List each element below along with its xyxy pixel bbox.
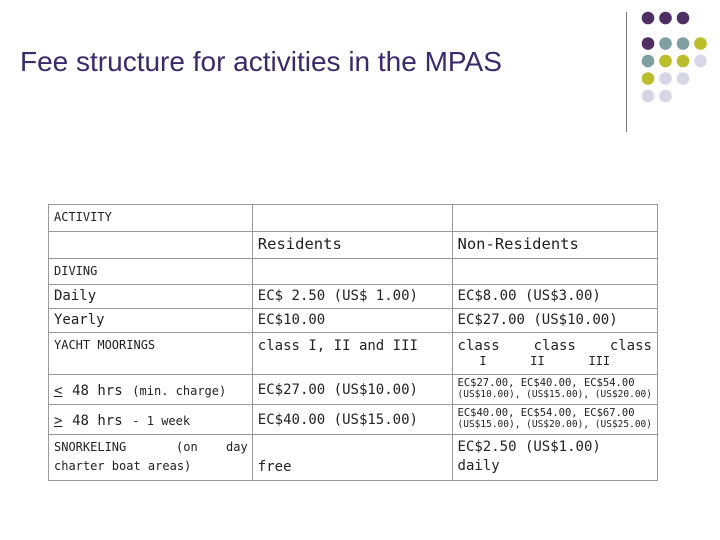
snorkeling-day: day [226, 440, 248, 454]
yacht-long-residents: EC$40.00 (US$15.00) [252, 405, 452, 435]
decor-dot [659, 55, 672, 68]
class-numeral: II [530, 354, 545, 368]
decor-dot [694, 55, 707, 68]
yacht-label: YACHT MOORINGS [49, 333, 253, 375]
title-divider [626, 12, 627, 132]
snorkeling-residents: free [252, 435, 452, 481]
yacht-short-nr-ec: EC$27.00, EC$40.00, EC$54.00 [457, 377, 635, 389]
snorkeling-nr-period: daily [457, 458, 500, 474]
table-row [49, 259, 658, 285]
decor-dot [677, 37, 690, 50]
yacht-residents-classes: class I, II and III [252, 333, 452, 375]
yacht-short-nr-us: (US$10.00), (US$15.00), (US$20.00) [457, 389, 652, 400]
snorkeling-label: SNORKELING [54, 440, 127, 454]
table-row [49, 375, 658, 405]
header-residents: Residents [252, 232, 452, 259]
class-numeral: III [588, 354, 611, 368]
yacht-long-label: 48 hrs [72, 413, 123, 429]
header-non-residents: Non-Residents [452, 232, 657, 259]
table-row [49, 405, 658, 435]
decor-dot [677, 55, 690, 68]
class-label: class [609, 338, 652, 354]
yacht-long-stay [49, 405, 253, 435]
diving-yearly-label: Yearly [49, 309, 253, 333]
less-than-symbol: < [54, 383, 63, 399]
decor-dot [642, 12, 655, 25]
greater-than-symbol: > [54, 413, 63, 429]
diving-daily-label: Daily [49, 285, 253, 309]
decor-dot [659, 72, 672, 85]
yacht-short-residents: EC$27.00 (US$10.00) [252, 375, 452, 405]
diving-daily-residents: EC$ 2.50 (US$ 1.00) [252, 285, 452, 309]
decor-dot [642, 55, 655, 68]
decor-dot [659, 90, 672, 103]
snorkeling-non-residents [452, 435, 657, 481]
snorkeling-nr-fee: EC$2.50 (US$1.00) [457, 439, 601, 455]
yacht-short-label: 48 hrs [72, 383, 123, 399]
table-row [49, 205, 658, 232]
table-row [49, 435, 658, 481]
class-numeral: I [479, 354, 487, 368]
snorkeling-line2: charter boat areas) [54, 459, 192, 473]
decor-dot [642, 72, 655, 85]
decor-dot [677, 12, 690, 25]
yacht-short-stay [49, 375, 253, 405]
decor-dot [694, 37, 707, 50]
header-activity: ACTIVITY [49, 205, 253, 232]
snorkeling-on: (on [176, 440, 198, 454]
yacht-long-note: - 1 week [132, 414, 191, 428]
decor-dot [659, 12, 672, 25]
table-row [49, 333, 658, 375]
table-row [49, 285, 658, 309]
class-label: class [457, 338, 500, 354]
yacht-long-nr-us: (US$15.00), (US$20.00), (US$25.00) [457, 419, 652, 430]
decor-dot [659, 37, 672, 50]
diving-daily-non-residents: EC$8.00 (US$3.00) [452, 285, 657, 309]
decorative-dot-grid [0, 0, 720, 140]
table-row [49, 232, 658, 259]
class-label: class [533, 338, 576, 354]
snorkeling-cell [49, 435, 253, 481]
fee-table [48, 204, 658, 481]
decor-dot [642, 37, 655, 50]
yacht-long-nr-ec: EC$40.00, EC$54.00, EC$67.00 [457, 407, 635, 419]
diving-yearly-non-residents: EC$27.00 (US$10.00) [452, 309, 657, 333]
yacht-short-non-residents [452, 375, 657, 405]
diving-label: DIVING [49, 259, 253, 285]
yacht-non-resident-classes [452, 333, 657, 375]
decor-dot [677, 72, 690, 85]
diving-yearly-residents: EC$10.00 [252, 309, 452, 333]
yacht-long-non-residents [452, 405, 657, 435]
decor-dot [642, 90, 655, 103]
table-row [49, 309, 658, 333]
slide-title: Fee structure for activities in the MPAS [20, 46, 502, 77]
yacht-short-note: (min. charge) [132, 384, 227, 398]
